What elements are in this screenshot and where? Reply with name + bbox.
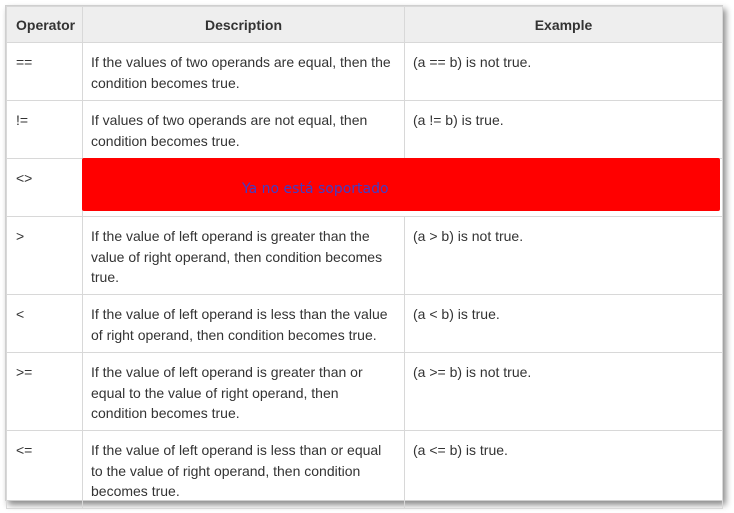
- description-cell: If the value of left operand is greater than the value of right operand, then condition becomes true.: [83, 217, 405, 295]
- description-cell: If the value of left operand is less than or equal to the value of right operand, then condition becomes true.: [83, 431, 405, 509]
- description-cell: If the value of left operand is less than the value of right operand, then condition becomes true.: [83, 295, 405, 353]
- comparison-operators-table: [6, 6, 723, 509]
- example-cell: (a > b) is not true.: [405, 217, 723, 295]
- example-cell: (a == b) is not true.: [405, 43, 723, 101]
- header-example: Example: [405, 7, 723, 43]
- table-row: [7, 43, 723, 101]
- operator-cell: <=: [7, 431, 83, 509]
- deprecation-notice-cell: [83, 159, 723, 217]
- example-cell: (a <= b) is true.: [405, 431, 723, 509]
- description-cell: If the values of two operands are equal, then the condition becomes true.: [83, 43, 405, 101]
- operator-cell: !=: [7, 101, 83, 159]
- operator-cell: >=: [7, 353, 83, 431]
- operator-cell: <: [7, 295, 83, 353]
- table-header-row: [7, 7, 723, 43]
- table-row: [7, 217, 723, 295]
- table-row: [7, 431, 723, 509]
- table-row-deprecated: [7, 159, 723, 217]
- table-row: [7, 295, 723, 353]
- operator-cell: <>: [7, 159, 83, 217]
- example-cell: (a < b) is true.: [405, 295, 723, 353]
- example-cell: (a >= b) is not true.: [405, 353, 723, 431]
- operators-table-frame: [5, 5, 723, 501]
- deprecation-notice-text: Ya no está soportado: [242, 181, 389, 197]
- deprecation-notice-banner: [82, 158, 720, 211]
- table-row: [7, 353, 723, 431]
- operator-cell: ==: [7, 43, 83, 101]
- header-operator: Operator: [7, 7, 83, 43]
- table-row: [7, 101, 723, 159]
- example-cell: (a != b) is true.: [405, 101, 723, 159]
- description-cell: If values of two operands are not equal, then condition becomes true.: [83, 101, 405, 159]
- operator-cell: >: [7, 217, 83, 295]
- description-cell: If the value of left operand is greater than or equal to the value of right operand, then condition becomes true.: [83, 353, 405, 431]
- header-description: Description: [83, 7, 405, 43]
